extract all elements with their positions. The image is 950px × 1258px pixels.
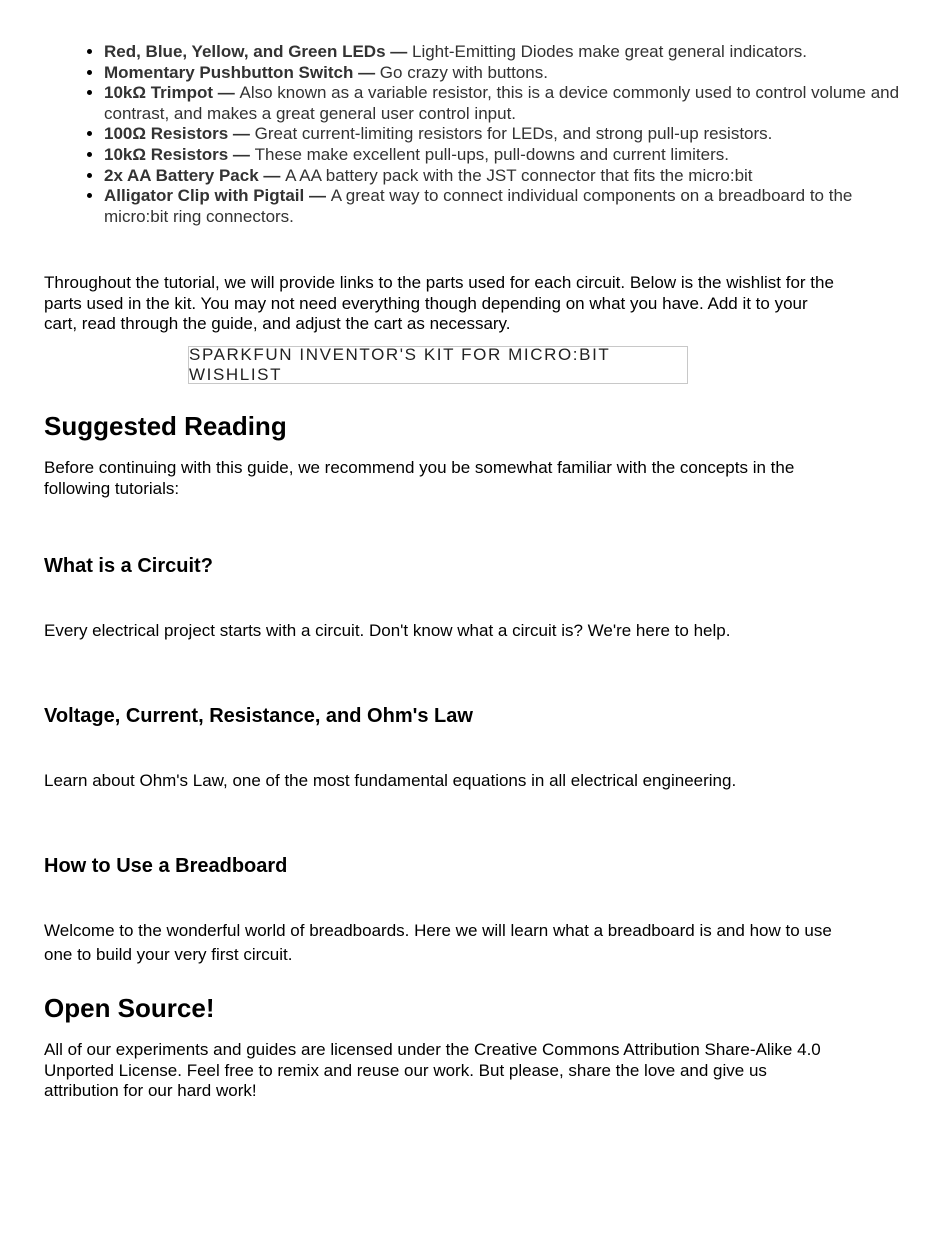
- section-heading-suggested-reading: Suggested Reading: [44, 411, 287, 441]
- list-item: • 2x AA Battery Pack — A AA battery pack with the JST connector that fits the micro:bit: [104, 166, 904, 187]
- part-description: Go crazy with buttons.: [379, 62, 548, 82]
- part-description: A AA battery pack with the JST connector that fits the micro:bit: [285, 165, 753, 185]
- part-name: Alligator Clip with Pigtail: [104, 186, 305, 206]
- part-name: 2x AA Battery Pack: [104, 165, 259, 185]
- list-item: • 10kΩ Resistors — These make excellent pull-ups, pull-downs and current limiters.: [104, 145, 904, 166]
- tutorial-link-breadboard[interactable]: How to Use a Breadboard: [44, 855, 288, 877]
- part-name: 10kΩ Resistors: [104, 144, 229, 164]
- list-item: • 100Ω Resistors — Great current-limiting resistors for LEDs, and strong pull-up resistors.: [104, 124, 904, 145]
- part-description: Great current-limiting resistors for LEDs, and strong pull-up resistors.: [254, 124, 773, 144]
- part-description: Light-Emitting Diodes make great general indicators.: [411, 42, 807, 61]
- part-description: A great way to connect individual components on a breadboard to the micro:bit ring connectors.: [104, 186, 853, 226]
- tutorial-description: Every electrical project starts with a circuit. Don't know what a circuit is? We're here to help.: [44, 621, 731, 640]
- tutorial-description: Welcome to the wonderful world of breadboards. Here we will learn what a breadboard is and how to use one to build your very first circuit.: [44, 921, 832, 964]
- list-item: • Red, Blue, Yellow, and Green LEDs — Light-Emitting Diodes make great general indicators.: [104, 42, 904, 63]
- section-heading-open-source: Open Source!: [44, 993, 215, 1023]
- part-name: Momentary Pushbutton Switch: [104, 62, 354, 82]
- suggested-reading-intro: Before continuing with this guide, we recommend you be somewhat familiar with the concepts in the following tutorials:: [44, 458, 795, 498]
- part-description: These make excellent pull-ups, pull-downs and current limiters.: [254, 144, 729, 164]
- list-item: • Momentary Pushbutton Switch — Go crazy with buttons.: [104, 63, 904, 84]
- part-name: 10kΩ Trimpot: [104, 83, 214, 103]
- list-item: • Alligator Clip with Pigtail — A great way to connect individual components on a breadboard to the micro:bit ring connectors.: [104, 186, 904, 227]
- intro-paragraph: Throughout the tutorial, we will provide links to the parts used for each circuit. Below is the wishlist for the parts used in the kit. You may not need everything though depending on what you have. Add it to your cart, read through the guide, and adjust the cart as necessary.: [44, 273, 834, 334]
- parts-list: [44, 42, 904, 227]
- tutorial-description: Learn about Ohm's Law, one of the most fundamental equations in all electrical engineering.: [44, 771, 737, 790]
- wishlist-button[interactable]: SPARKFUN INVENTOR'S KIT FOR MICRO:BIT WISHLIST: [188, 346, 688, 384]
- tutorial-link-ohms-law[interactable]: Voltage, Current, Resistance, and Ohm's Law: [44, 705, 473, 727]
- part-name: 100Ω Resistors: [104, 124, 229, 144]
- tutorial-link-what-is-a-circuit[interactable]: What is a Circuit?: [44, 555, 213, 577]
- part-description: Also known as a variable resistor, this is a device commonly used to control volume and contrast, and makes a great general user control input.: [104, 83, 900, 123]
- list-item: • 10kΩ Trimpot — Also known as a variable resistor, this is a device commonly used to control volume and contrast, and makes a great general user control input.: [104, 83, 904, 124]
- open-source-paragraph: All of our experiments and guides are licensed under the Creative Commons Attribution Share-Alike 4.0 Unported License. Feel free to remix and reuse our work. But please, share the love and give us attribution for our hard work!: [44, 1040, 821, 1101]
- part-name: Red, Blue, Yellow, and Green LEDs: [104, 42, 386, 61]
